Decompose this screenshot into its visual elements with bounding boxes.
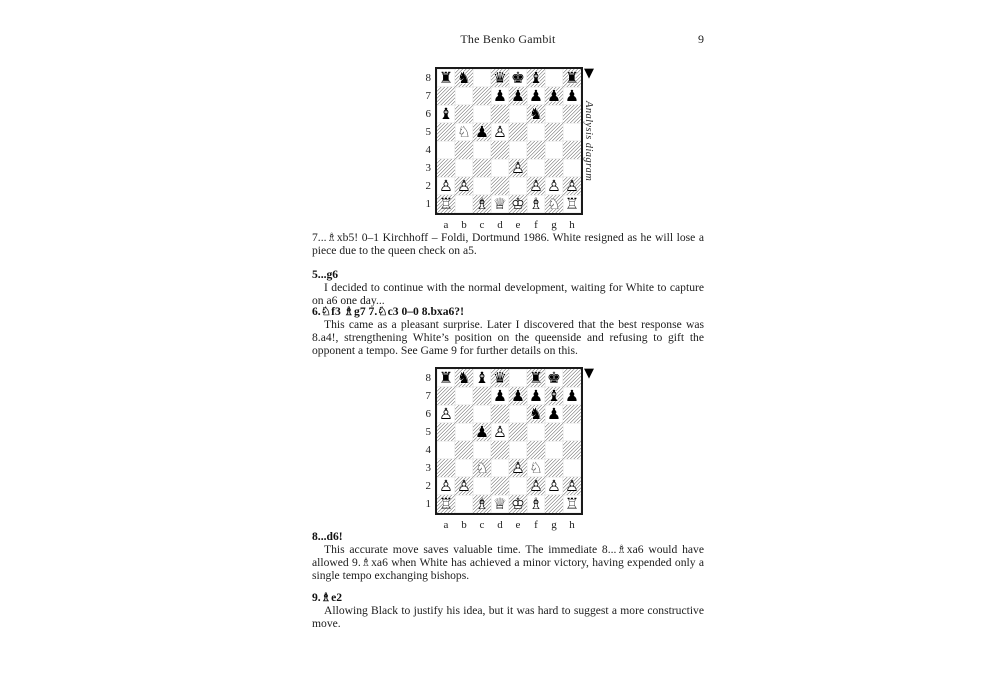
square-h7-piece: ♟ [563, 87, 581, 105]
square-a5 [437, 423, 455, 441]
square-g7-piece: ♝ [545, 387, 563, 405]
square-a7 [437, 87, 455, 105]
square-e7-piece: ♟ [509, 387, 527, 405]
square-h8 [563, 369, 581, 387]
square-a3 [437, 159, 455, 177]
running-head-title: The Benko Gambit [460, 32, 556, 46]
coordinate-label: 5 [425, 126, 431, 138]
square-d3 [491, 159, 509, 177]
square-d7-piece: ♟ [491, 387, 509, 405]
square-c6 [473, 405, 491, 423]
chess-diagram-1 [421, 67, 621, 235]
coordinate-label: 7 [425, 90, 431, 102]
square-e7-piece: ♟ [509, 87, 527, 105]
move-9-heading: 9.♗e2 [312, 591, 343, 604]
square-b1 [455, 495, 473, 513]
move-8-heading: 8...d6! [312, 530, 343, 543]
square-d7-piece: ♟ [491, 87, 509, 105]
square-c4 [473, 141, 491, 159]
square-b7 [455, 387, 473, 405]
square-f8-piece: ♜ [527, 369, 545, 387]
square-f5 [527, 123, 545, 141]
square-b4 [455, 141, 473, 159]
analysis-diagram-label: Analysis diagram [583, 101, 594, 182]
page-number: 9 [698, 32, 704, 46]
square-g2-piece: ♟ ♙ [545, 477, 563, 495]
coordinate-label: d [497, 219, 503, 231]
square-c8 [473, 69, 491, 87]
square-e3-piece: ♟ ♙ [509, 459, 527, 477]
coordinate-label: b [461, 219, 467, 231]
coordinate-label: a [443, 519, 449, 531]
coordinate-label: 4 [425, 144, 431, 156]
square-h1-piece: ♜ ♖ [563, 195, 581, 213]
square-c5-piece: ♟ [473, 423, 491, 441]
square-e6 [509, 105, 527, 123]
coordinate-label: 8 [425, 372, 431, 384]
square-c1-piece: ♝ ♗ [473, 195, 491, 213]
square-c3-piece: ♞ ♘ [473, 459, 491, 477]
square-b1 [455, 195, 473, 213]
square-g3 [545, 459, 563, 477]
coordinate-label: 8 [425, 72, 431, 84]
square-d4 [491, 441, 509, 459]
coordinate-label: 4 [425, 444, 431, 456]
square-f3-piece: ♞ ♘ [527, 459, 545, 477]
square-h5 [563, 123, 581, 141]
square-d2 [491, 477, 509, 495]
square-c2 [473, 177, 491, 195]
square-c1-piece: ♝ ♗ [473, 495, 491, 513]
square-d6 [491, 105, 509, 123]
black-to-move-icon: ▼ [584, 366, 594, 381]
square-f8-piece: ♝ [527, 69, 545, 87]
square-a1-piece: ♜ ♖ [437, 495, 455, 513]
square-f2-piece: ♟ ♙ [527, 177, 545, 195]
square-e2 [509, 477, 527, 495]
move-5-paragraph: I decided to continue with the normal development, waiting for White to capture on a6 one day... [312, 281, 704, 308]
coordinate-label: 3 [425, 162, 431, 174]
square-h6 [563, 105, 581, 123]
square-e2 [509, 177, 527, 195]
square-b8-piece: ♞ [455, 69, 473, 87]
coordinate-label: g [551, 519, 557, 531]
chessboard-1 [435, 67, 583, 215]
rank-labels [421, 369, 431, 513]
square-g3 [545, 159, 563, 177]
square-d8-piece: ♛ [491, 69, 509, 87]
square-e3-piece: ♟ ♙ [509, 159, 527, 177]
square-b8-piece: ♞ [455, 369, 473, 387]
square-d4 [491, 141, 509, 159]
square-g5 [545, 123, 563, 141]
square-e1-piece: ♚ ♔ [509, 495, 527, 513]
coordinate-label: 6 [425, 408, 431, 420]
coordinate-label: e [515, 219, 521, 231]
square-d3 [491, 459, 509, 477]
coordinate-label: h [569, 519, 575, 531]
square-d1-piece: ♛ ♕ [491, 495, 509, 513]
square-g5 [545, 423, 563, 441]
square-e6 [509, 405, 527, 423]
square-h8-piece: ♜ [563, 69, 581, 87]
move-5-heading: 5...g6 [312, 268, 339, 281]
move-6-paragraph: This came as a pleasant surprise. Later I discovered that the best response was 8.a4!, strengthening White’s position on the queenside and refusing to gift the opponent a tempo. See Game 9 for further details on this. [312, 318, 704, 358]
coordinate-label: b [461, 519, 467, 531]
square-f1-piece: ♝ ♗ [527, 195, 545, 213]
coordinate-label: c [479, 219, 485, 231]
coordinate-label: a [443, 219, 449, 231]
square-h2-piece: ♟ ♙ [563, 177, 581, 195]
square-h3 [563, 159, 581, 177]
square-h5 [563, 423, 581, 441]
coordinate-label: 5 [425, 426, 431, 438]
coordinate-label: h [569, 219, 575, 231]
square-f4 [527, 141, 545, 159]
square-a4 [437, 141, 455, 159]
chess-diagram-2 [421, 367, 621, 535]
square-g7-piece: ♟ [545, 87, 563, 105]
square-e4 [509, 141, 527, 159]
square-f6-piece: ♞ [527, 105, 545, 123]
square-g8 [545, 69, 563, 87]
square-b2-piece: ♟ ♙ [455, 477, 473, 495]
square-g6-piece: ♟ [545, 405, 563, 423]
square-h1-piece: ♜ ♖ [563, 495, 581, 513]
square-e1-piece: ♚ ♔ [509, 195, 527, 213]
square-b4 [455, 441, 473, 459]
square-g1 [545, 495, 563, 513]
square-c7 [473, 87, 491, 105]
square-g6 [545, 105, 563, 123]
square-h6 [563, 405, 581, 423]
square-f7-piece: ♟ [527, 387, 545, 405]
square-d6 [491, 405, 509, 423]
coordinate-label: c [479, 519, 485, 531]
square-a5 [437, 123, 455, 141]
square-e8 [509, 369, 527, 387]
move-9-paragraph: Allowing Black to justify his idea, but it was hard to suggest a more constructive move. [312, 604, 704, 631]
coordinate-label: 2 [425, 480, 431, 492]
square-e5 [509, 423, 527, 441]
square-a2-piece: ♟ ♙ [437, 177, 455, 195]
rank-labels [421, 69, 431, 213]
square-f2-piece: ♟ ♙ [527, 477, 545, 495]
square-f6-piece: ♞ [527, 405, 545, 423]
square-b5-piece: ♞ ♘ [455, 123, 473, 141]
square-f3 [527, 159, 545, 177]
coordinate-label: d [497, 519, 503, 531]
square-f5 [527, 423, 545, 441]
square-a3 [437, 459, 455, 477]
square-d5-piece: ♟ ♙ [491, 123, 509, 141]
square-a8-piece: ♜ [437, 369, 455, 387]
square-e8-piece: ♚ [509, 69, 527, 87]
square-f4 [527, 441, 545, 459]
square-c4 [473, 441, 491, 459]
square-a8-piece: ♜ [437, 69, 455, 87]
move-8-paragraph: This accurate move saves valuable time. The immediate 8...♗xa6 would have allowed 9.♗xa6 when White has achieved a minor victory, having expended only a single tempo exchanging bishops. [312, 543, 704, 583]
square-b5 [455, 423, 473, 441]
square-h4 [563, 441, 581, 459]
chessboard-2 [435, 367, 583, 515]
square-a4 [437, 441, 455, 459]
square-c2 [473, 477, 491, 495]
square-e5 [509, 123, 527, 141]
square-f1-piece: ♝ ♗ [527, 495, 545, 513]
coordinate-label: g [551, 219, 557, 231]
square-a6-piece: ♝ [437, 105, 455, 123]
move-6-heading: 6.♘f3 ♗g7 7.♘c3 0–0 8.bxa6?! [312, 305, 464, 318]
square-a1-piece: ♜ ♖ [437, 195, 455, 213]
coordinate-label: f [534, 219, 538, 231]
square-h7-piece: ♟ [563, 387, 581, 405]
square-g8-piece: ♚ [545, 369, 563, 387]
coordinate-label: 2 [425, 180, 431, 192]
square-h4 [563, 141, 581, 159]
square-a6-piece: ♟ ♙ [437, 405, 455, 423]
coordinate-label: 1 [425, 198, 431, 210]
square-c7 [473, 387, 491, 405]
coordinate-label: f [534, 519, 538, 531]
coordinate-label: e [515, 519, 521, 531]
square-d2 [491, 177, 509, 195]
coordinate-label: 1 [425, 498, 431, 510]
game-note-paragraph: 7...♗xb5! 0–1 Kirchhoff – Foldi, Dortmund 1986. White resigned as he will lose a piece due to the queen check on a5. [312, 231, 704, 258]
square-a7 [437, 387, 455, 405]
coordinate-label: 3 [425, 462, 431, 474]
square-g4 [545, 441, 563, 459]
square-d8-piece: ♛ [491, 369, 509, 387]
coordinate-label: 6 [425, 108, 431, 120]
square-b3 [455, 159, 473, 177]
square-g1-piece: ♞ ♘ [545, 195, 563, 213]
square-h2-piece: ♟ ♙ [563, 477, 581, 495]
square-c3 [473, 159, 491, 177]
file-labels [437, 219, 581, 231]
square-c5-piece: ♟ [473, 123, 491, 141]
square-f7-piece: ♟ [527, 87, 545, 105]
square-b7 [455, 87, 473, 105]
square-e4 [509, 441, 527, 459]
square-b6 [455, 105, 473, 123]
coordinate-label: 7 [425, 390, 431, 402]
square-c8-piece: ♝ [473, 369, 491, 387]
black-to-move-icon: ▼ [584, 66, 594, 81]
square-g2-piece: ♟ ♙ [545, 177, 563, 195]
square-b6 [455, 405, 473, 423]
square-d5-piece: ♟ ♙ [491, 423, 509, 441]
square-g4 [545, 141, 563, 159]
square-h3 [563, 459, 581, 477]
square-b3 [455, 459, 473, 477]
square-d1-piece: ♛ ♕ [491, 195, 509, 213]
square-b2-piece: ♟ ♙ [455, 177, 473, 195]
square-c6 [473, 105, 491, 123]
square-a2-piece: ♟ ♙ [437, 477, 455, 495]
